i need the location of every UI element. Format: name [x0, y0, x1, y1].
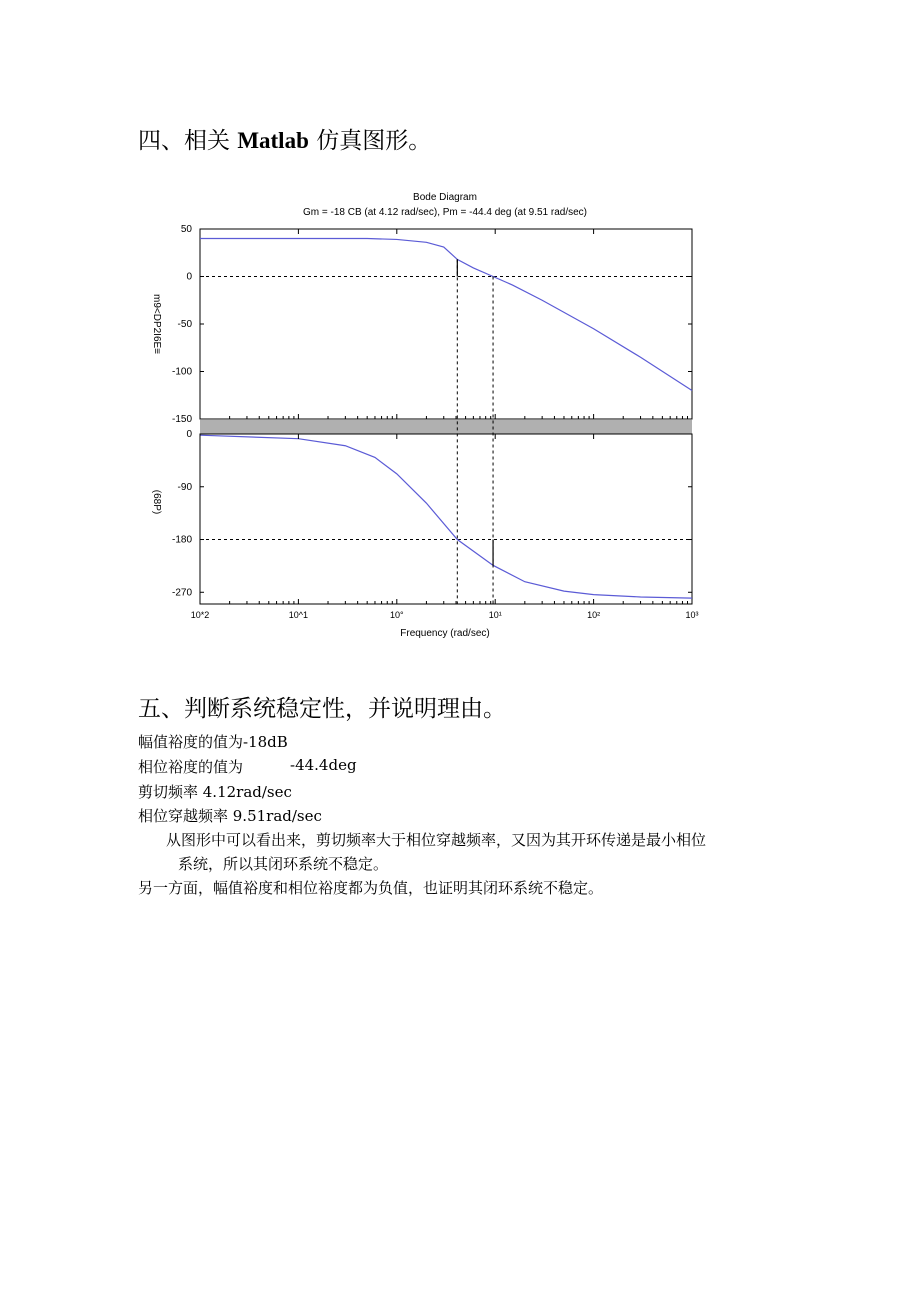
gain-margin-text: 幅值裕度的值为-18dB — [138, 733, 288, 751]
x-tick-label: 10*2 — [190, 610, 210, 620]
magnitude-tick-label: 0 — [186, 271, 192, 283]
chart-subtitle: Gm = -18 CB (at 4.12 rad/sec), Pm = -44.4 deg (at 9.51 rad/sec) — [302, 207, 588, 218]
paragraph-2: 另一方面，幅值裕度和相位裕度都为负值，也证明其闭环系统不稳定。 — [138, 879, 604, 897]
bode-diagram — [130, 180, 710, 650]
section-4-suffix: 仿真图形。 — [316, 128, 432, 154]
phase-axis-label: (68P) — [151, 489, 162, 515]
x-tick-label: 10² — [587, 610, 601, 620]
phase-tick-label: -90 — [177, 481, 192, 493]
x-tick-label: 10° — [389, 610, 404, 620]
panel-separator — [200, 420, 692, 434]
magnitude-plot-area — [200, 229, 692, 419]
magnitude-tick-label: -50 — [177, 319, 192, 330]
x-tick-label: 10³ — [685, 610, 699, 620]
x-tick-label: 10^1 — [288, 610, 309, 620]
phase-tick-label: 0 — [186, 429, 192, 440]
section-4-heading — [138, 122, 431, 155]
magnitude-tick-label: 50 — [180, 224, 192, 235]
magnitude-tick-label: -100 — [171, 366, 192, 378]
paragraph-1-line-2: 系统，所以其闭环系统不稳定。 — [178, 855, 389, 873]
gain-crossover-text: 剪切频率 4.12rad∕sec — [138, 783, 292, 801]
chart-title: Bode Diagram — [413, 192, 477, 203]
phase-plot-area — [200, 434, 692, 604]
magnitude-tick-label: -150 — [171, 414, 192, 425]
x-tick-label: 10¹ — [488, 610, 502, 620]
magnitude-axis-label: m9<DP2I6E≡ — [151, 293, 162, 355]
phase-tick-label: -180 — [171, 534, 192, 546]
section-4-bold: Matlab — [237, 128, 309, 153]
phase-margin-label: 相位裕度的值为 — [138, 758, 244, 776]
phase-crossover-text: 相位穿越频率 9.51rad/sec — [138, 807, 322, 825]
paragraph-1-line-1: 从图形中可以看出来，剪切频率大于相位穿越频率，又因为其开环传递是最小相位 — [166, 831, 707, 849]
phase-margin-value: -44.4deg — [290, 756, 357, 774]
section-4-prefix: 四、相关 — [138, 128, 230, 154]
section-5-heading: 五、判断系统稳定性，并说明理由。 — [138, 696, 506, 722]
phase-tick-label: -270 — [171, 587, 192, 599]
x-axis-label: Frequency (rad/sec) — [400, 628, 490, 639]
